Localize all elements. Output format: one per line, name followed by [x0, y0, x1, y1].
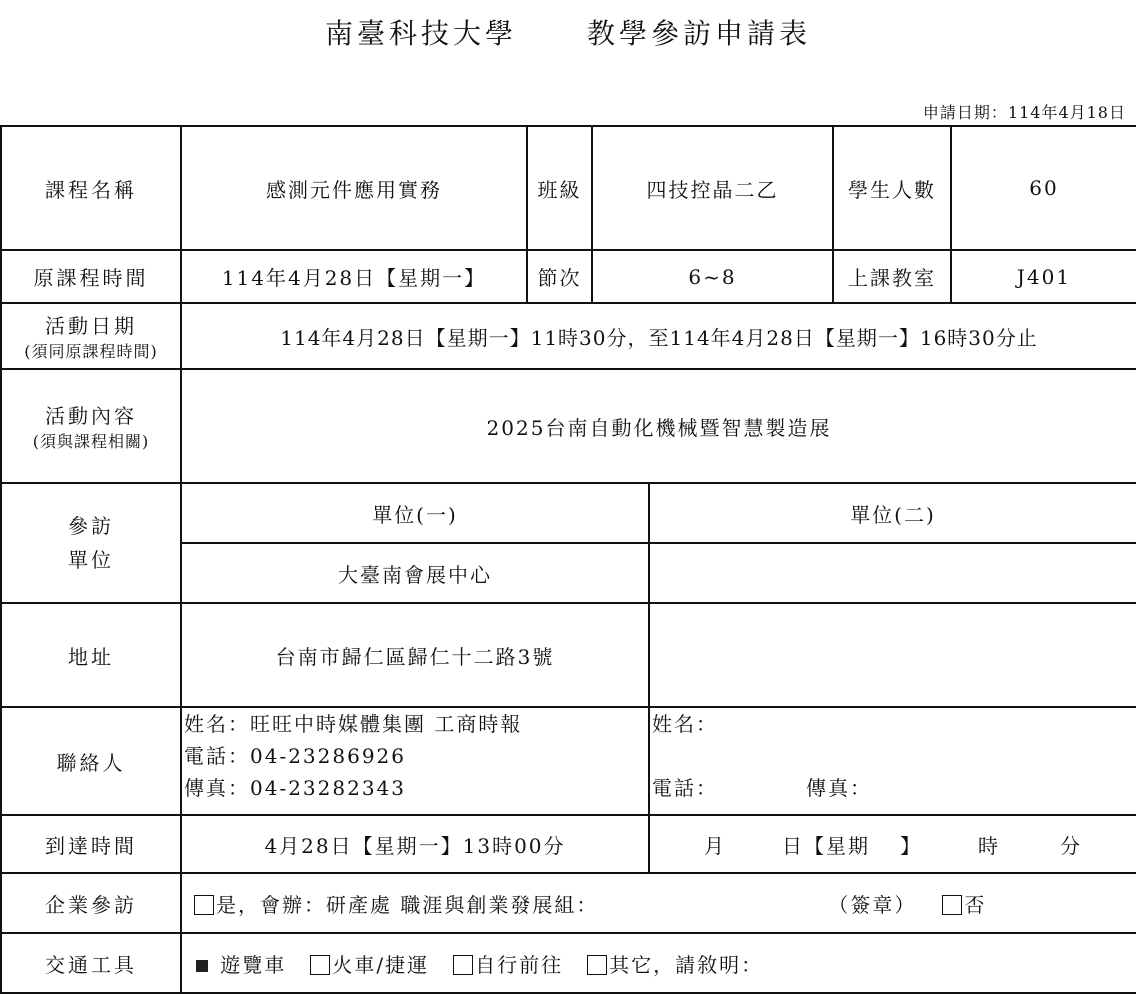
unit2-name	[649, 543, 1136, 603]
transport-train-checkbox[interactable]	[310, 955, 330, 975]
unit2-arrival-month: 月	[704, 833, 726, 858]
visit-units-label-1: 參訪	[68, 514, 114, 538]
activity-content-label-cell	[1, 369, 181, 483]
orig-time: 114年4月28日【星期一】	[181, 250, 527, 303]
visit-application-table	[0, 125, 1136, 994]
unit2-arrival-bracket: 】	[900, 833, 922, 858]
transport-bus-text: 遊覽車	[220, 952, 287, 977]
contact-label: 聯絡人	[1, 707, 181, 815]
form-title-line	[0, 12, 1136, 52]
transport-option	[196, 953, 286, 977]
unit2-arrival-cell	[649, 815, 1136, 873]
activity-date-label-cell	[1, 303, 181, 369]
course-name-label: 課程名稱	[1, 126, 181, 250]
transport-option	[453, 953, 563, 977]
unit1-contact-cell	[181, 707, 649, 815]
activity-date-note: (須同原課程時間)	[24, 342, 158, 361]
unit1-arrival: 4月28日【星期一】13時00分	[181, 815, 649, 873]
transport-option	[310, 953, 429, 977]
class-value: 四技控晶二乙	[592, 126, 833, 250]
unit2-arrival-hour: 時	[978, 833, 1000, 858]
enterprise-yes-checkbox[interactable]	[194, 895, 214, 915]
students-label: 學生人數	[833, 126, 951, 250]
transport-bus-checkbox[interactable]	[196, 953, 210, 967]
activity-content-note: (須與課程相關)	[32, 432, 150, 451]
activity-content-label: 活動內容	[45, 404, 137, 428]
period-value: 6~8	[592, 250, 833, 303]
enterprise-no-checkbox[interactable]	[942, 895, 962, 915]
orig-time-label: 原課程時間	[1, 250, 181, 303]
unit1-address: 台南市歸仁區歸仁十二路3號	[181, 603, 649, 707]
unit2-arrival-min: 分	[1060, 833, 1082, 858]
activity-content: 2025台南自動化機械暨智慧製造展	[181, 369, 1136, 483]
transport-label: 交通工具	[1, 933, 181, 993]
enterprise-sign-text: （簽章）	[828, 892, 917, 917]
enterprise-cell	[181, 873, 1136, 933]
room-value: J401	[951, 250, 1136, 303]
unit2-contact-cell	[649, 707, 1136, 815]
enterprise-no-text: 否	[964, 892, 987, 917]
unit1-name: 大臺南會展中心	[181, 543, 649, 603]
visit-units-label-2: 單位	[68, 548, 114, 572]
unit2-contact-phone: 電話：	[652, 776, 718, 800]
school-name: 南臺科技大學	[324, 17, 517, 50]
transport-self-checkbox[interactable]	[453, 955, 473, 975]
transport-cell	[181, 933, 1136, 993]
transport-other-checkbox[interactable]	[587, 955, 607, 975]
unit2-address	[649, 603, 1136, 707]
enterprise-label: 企業參訪	[1, 873, 181, 933]
unit2-contact-name: 姓名：	[652, 712, 718, 736]
enterprise-yes-text: 是，會辦：研產處 職涯與創業發展組：	[216, 892, 599, 917]
period-label: 節次	[527, 250, 592, 303]
class-label: 班級	[527, 126, 592, 250]
unit2-contact-phone-fax-line	[650, 772, 1136, 804]
activity-date-label: 活動日期	[45, 314, 137, 338]
unit1-header: 單位(一)	[181, 483, 649, 543]
form-title: 教學參訪申請表	[587, 17, 812, 50]
activity-date: 114年4月28日【星期一】11時30分，至114年4月28日【星期一】16時30分止	[181, 303, 1136, 369]
room-label: 上課教室	[833, 250, 951, 303]
course-name: 感測元件應用實務	[181, 126, 527, 250]
unit1-contact-phone: 電話：04-23286926	[184, 744, 407, 768]
unit1-contact-fax: 傳真：04-23282343	[184, 776, 407, 800]
transport-train-text: 火車/捷運	[332, 952, 430, 977]
unit2-header: 單位(二)	[649, 483, 1136, 543]
arrival-label: 到達時間	[1, 815, 181, 873]
transport-other-text: 其它，請敘明：	[609, 952, 764, 977]
unit1-contact-name: 姓名：旺旺中時媒體集團 工商時報	[184, 712, 523, 736]
visit-units-label-cell	[1, 483, 181, 603]
unit2-contact-fax: 傳真：	[806, 776, 872, 800]
transport-self-text: 自行前往	[475, 952, 564, 977]
transport-option	[587, 953, 763, 977]
students-value: 60	[951, 126, 1136, 250]
unit2-arrival-day: 日【星期	[782, 833, 870, 858]
application-date: 申請日期：114年4月18日	[922, 103, 1126, 122]
address-label: 地址	[1, 603, 181, 707]
